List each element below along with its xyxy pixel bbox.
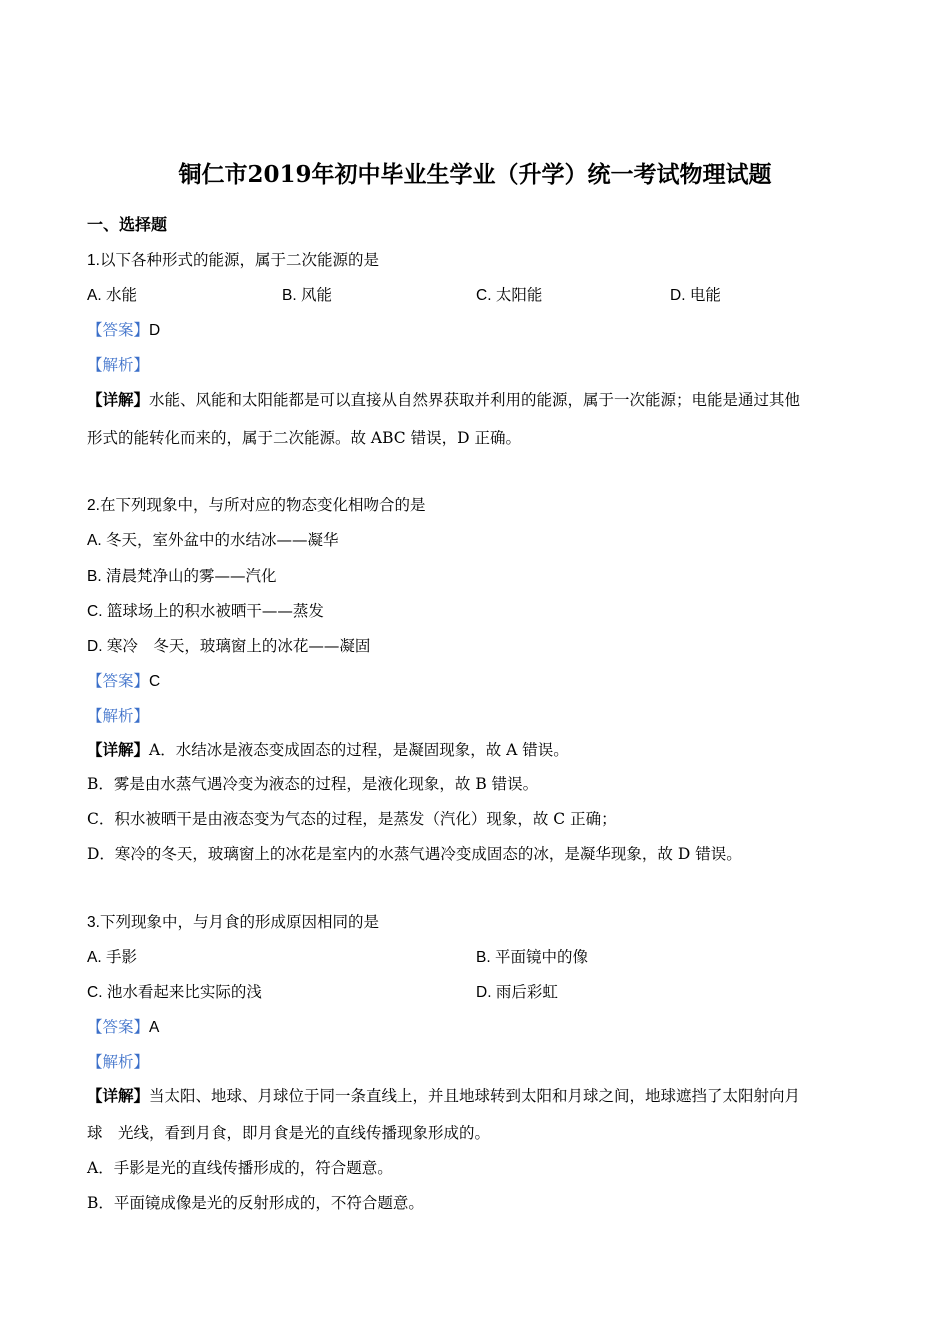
q3-options-row-2	[87, 980, 877, 1004]
q3-option-a: A. 手影	[87, 948, 137, 966]
q2-option-a: A. 冬天，室外盆中的水结冰——凝华	[87, 531, 339, 549]
q3-stem-text: 下列现象中，与月食的形成原因相同的是	[99, 913, 379, 931]
q1-detail-line-1: 【详解】水能、风能和太阳能都是可以直接从自然界获取并利用的能源，属于一次能源；电能是通过其他	[87, 390, 801, 409]
answer-tag: 【答案】	[87, 672, 150, 690]
q1-number: 1.	[87, 252, 100, 269]
q2-stem	[87, 493, 877, 518]
q2-number: 2.	[87, 497, 100, 514]
q3-option-d: D. 雨后彩虹	[476, 983, 558, 1001]
q2-detail-line-1: 【详解】A．水结冰是液态变成固态的过程，是凝固现象，故 A 错误。	[87, 740, 569, 759]
q1-option-c: C. 太阳能	[476, 286, 543, 304]
q1-option-b: B. 风能	[282, 286, 332, 304]
q1-answer	[87, 318, 877, 343]
q3-options-row-1	[87, 945, 877, 969]
q3-detail-line-4: B．平面镜成像是光的反射形成的，不符合题意。	[87, 1194, 424, 1212]
q2-option-c: C. 篮球场上的积水被晒干——蒸发	[87, 602, 324, 620]
detail-tag: 【详解】	[87, 740, 150, 759]
q3-detail-line-1: 【详解】当太阳、地球、月球位于同一条直线上，并且地球转到太阳和月球之间，地球遮挡了太阳射向月	[87, 1086, 801, 1105]
q2-detail-line-2: B．雾是由水蒸气遇冷变为液态的过程，是液化现象，故 B 错误。	[87, 775, 539, 793]
section-heading: 一、选择题	[87, 215, 168, 234]
q1-detail-line-2: 形式的能转化而来的，属于二次能源。故 ABC 错误，D 正确。	[87, 429, 521, 447]
q3-stem	[87, 910, 877, 935]
q2-detail-line-3: C．积水被晒干是由液态变为气态的过程，是蒸发（汽化）现象，故 C 正确；	[87, 810, 617, 828]
q2-option-d: D. 寒冷 冬天，玻璃窗上的冰花——凝固	[87, 637, 371, 655]
q2-analysis-tag: 【解析】	[87, 707, 150, 725]
q2-stem-text: 在下列现象中，与所对应的物态变化相吻合的是	[99, 496, 426, 514]
q3-number: 3.	[87, 914, 100, 931]
q2-option-b: B. 清晨梵净山的雾——汽化	[87, 567, 277, 585]
q3-analysis-tag: 【解析】	[87, 1053, 150, 1071]
q2-answer-value: C	[149, 673, 161, 690]
q1-stem	[87, 248, 877, 273]
page-title: 铜仁市2019年初中毕业生学业（升学）统一考试物理试题	[178, 161, 772, 188]
q3-option-c: C. 池水看起来比实际的浅	[87, 983, 262, 1001]
answer-tag: 【答案】	[87, 1018, 150, 1036]
answer-tag: 【答案】	[87, 321, 150, 339]
q1-answer-value: D	[149, 322, 161, 339]
q1-option-d: D. 电能	[670, 286, 721, 304]
q1-analysis-tag: 【解析】	[87, 356, 150, 374]
q1-stem-text: 以下各种形式的能源，属于二次能源的是	[99, 251, 379, 269]
q2-answer	[87, 669, 877, 694]
q3-option-b: B. 平面镜中的像	[476, 948, 588, 966]
q3-answer	[87, 1015, 877, 1040]
q2-detail-line-4: D．寒冷的冬天，玻璃窗上的冰花是室内的水蒸气遇冷变成固态的冰，是凝华现象，故 D 错误。	[87, 845, 742, 863]
q1-option-a: A. 水能	[87, 286, 137, 304]
q3-detail-line-3: A．手影是光的直线传播形成的，符合题意。	[87, 1159, 393, 1177]
detail-tag: 【详解】	[87, 390, 150, 409]
q3-detail-line-2: 球 光线，看到月食，即月食是光的直线传播现象形成的。	[87, 1124, 491, 1142]
detail-tag: 【详解】	[87, 1086, 150, 1105]
q1-options	[87, 283, 877, 307]
q3-answer-value: A	[149, 1019, 160, 1036]
